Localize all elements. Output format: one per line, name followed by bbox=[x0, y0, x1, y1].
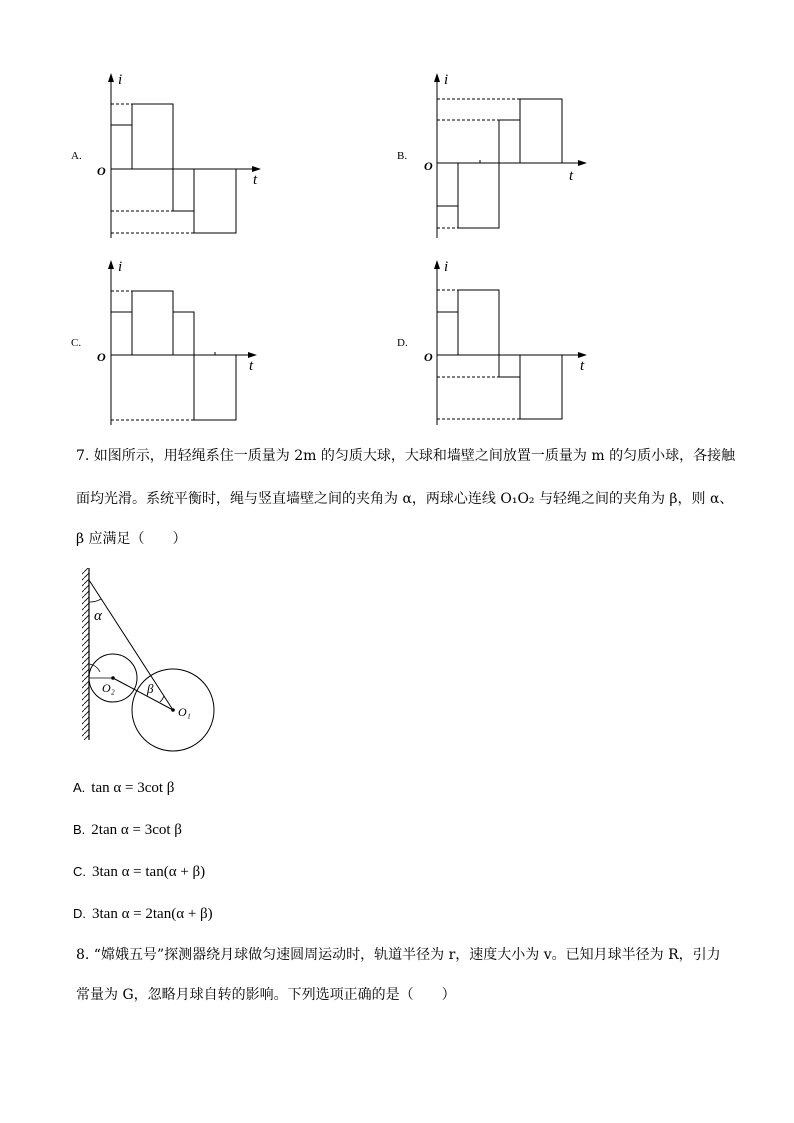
o1-label: O₁ bbox=[178, 705, 191, 719]
q7-line-2: 面均光滑。系统平衡时，绳与竖直墙壁之间的夹角为 α，两球心连线 O₁O₂ 与轻绳之间的夹角为 β，则 α、 bbox=[76, 491, 734, 507]
choice-formula: 3tan α = 2tan(α + β) bbox=[92, 906, 213, 922]
origin-label: O bbox=[97, 350, 106, 364]
graph-option-a bbox=[66, 70, 266, 245]
graph-d-svg bbox=[392, 257, 592, 432]
beta-arc bbox=[160, 696, 164, 702]
q7-choice-d[interactable] bbox=[73, 904, 213, 924]
graph-option-d bbox=[392, 257, 592, 432]
graph-a-svg bbox=[66, 70, 266, 245]
x-axis-label: t bbox=[580, 358, 585, 374]
q8-line-1: 8. “嫦娥五号”探测器绕月球做匀速圆周运动时，轨道半径为 r，速度大小为 v。已知月球半径为 R，引力 bbox=[76, 947, 721, 963]
choice-letter: D. bbox=[73, 906, 86, 921]
x-axis-label: t bbox=[569, 168, 574, 184]
graph-letter: C. bbox=[71, 337, 82, 349]
choice-formula: 2tan α = 3cot β bbox=[91, 822, 182, 838]
y-axis-label: i bbox=[118, 259, 123, 275]
alpha-arc bbox=[89, 599, 101, 602]
x-axis-label: t bbox=[249, 358, 254, 374]
origin-label: O bbox=[424, 350, 433, 364]
origin-label: O bbox=[424, 159, 433, 173]
q7-line-3: β 应满足（ ） bbox=[76, 531, 187, 547]
q7-choice-a[interactable] bbox=[73, 778, 174, 798]
x-axis-label: t bbox=[253, 172, 258, 188]
graph-letter: B. bbox=[397, 150, 408, 162]
o2-label: O₂ bbox=[102, 681, 115, 695]
q7-figure bbox=[72, 560, 232, 760]
alpha-label: α bbox=[94, 608, 102, 624]
choice-formula: tan α = 3cot β bbox=[91, 780, 175, 796]
y-axis-label: i bbox=[444, 72, 449, 88]
graph-option-b bbox=[392, 70, 592, 245]
choice-formula: 3tan α = tan(α + β) bbox=[92, 864, 206, 880]
choice-letter: C. bbox=[73, 864, 86, 879]
q7-choice-c[interactable] bbox=[73, 862, 205, 882]
y-axis-label: i bbox=[444, 259, 449, 275]
beta-label: β bbox=[147, 681, 154, 696]
graph-letter: A. bbox=[71, 150, 82, 162]
origin-label: O bbox=[97, 164, 106, 178]
q7-figure-svg bbox=[72, 560, 232, 760]
graph-b-svg bbox=[392, 70, 592, 245]
wall-hatching bbox=[82, 568, 89, 740]
q7-choice-b[interactable] bbox=[73, 820, 182, 840]
graph-option-c bbox=[66, 257, 266, 432]
q8-line-2: 常量为 G，忽略月球自转的影响。下列选项正确的是（ ） bbox=[76, 987, 456, 1003]
graph-c-svg bbox=[66, 257, 266, 432]
graph-letter: D. bbox=[397, 337, 408, 349]
choice-letter: A. bbox=[73, 780, 86, 795]
q7-line-1: 7. 如图所示，用轻绳系住一质量为 2m 的匀质大球，大球和墙壁之间放置一质量为 m 的匀质小球，各接触 bbox=[76, 448, 736, 464]
center-line bbox=[113, 678, 173, 710]
y-axis-label: i bbox=[118, 72, 123, 88]
choice-letter: B. bbox=[73, 822, 86, 837]
